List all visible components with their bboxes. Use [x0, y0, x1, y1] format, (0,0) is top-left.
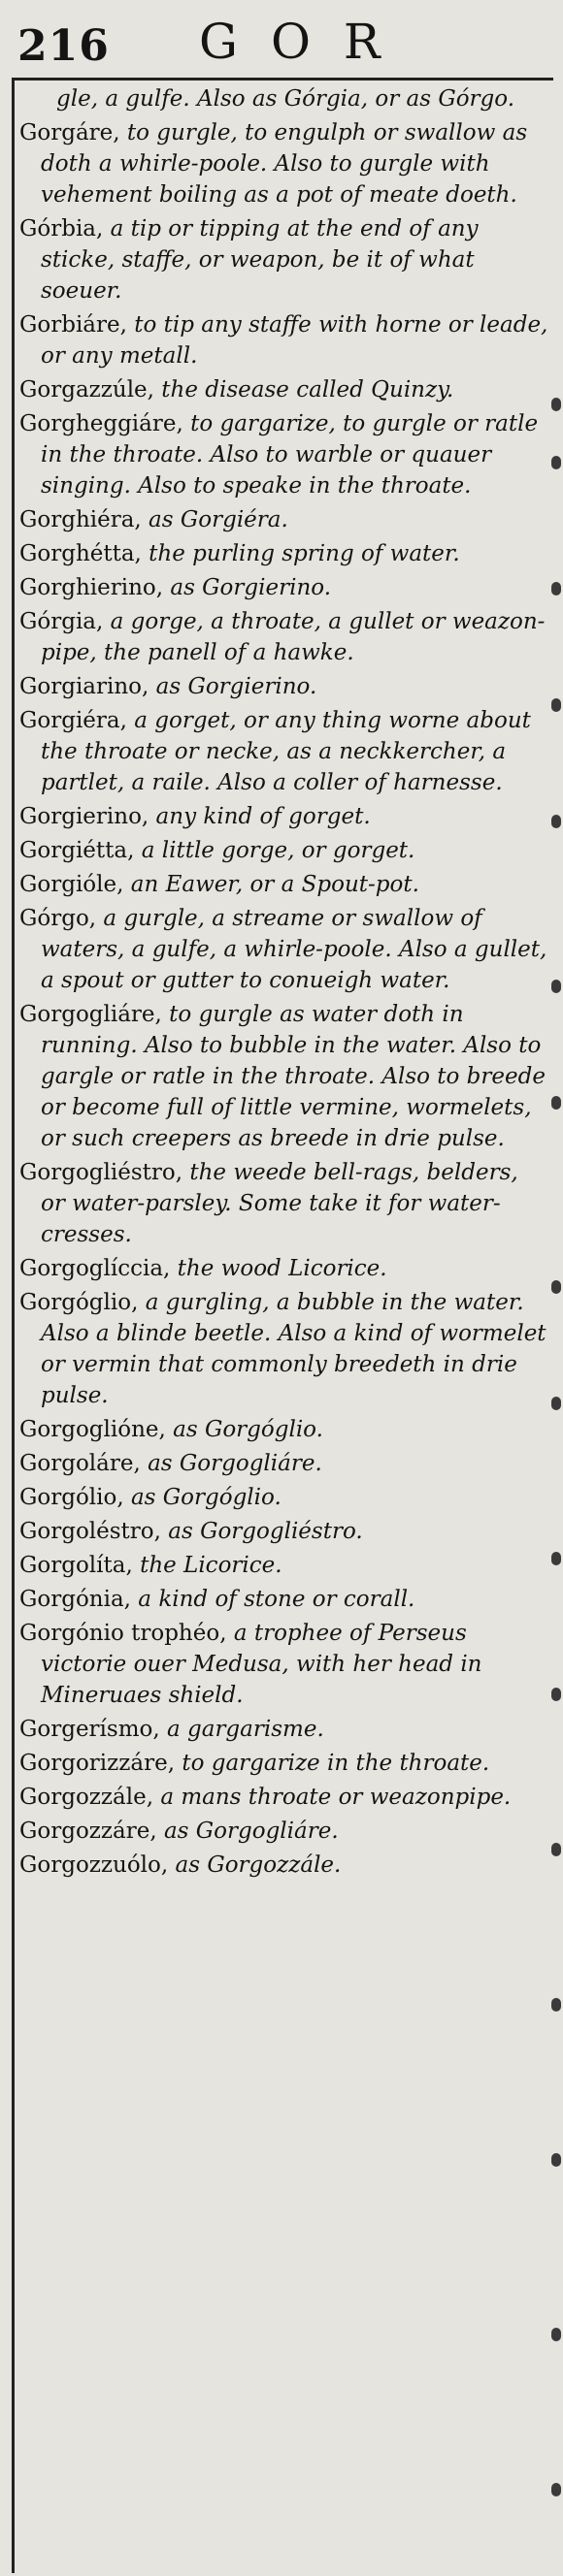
entry-headword: Górgo,: [19, 906, 97, 931]
dictionary-entries: [19, 83, 548, 1884]
dictionary-entry: [19, 903, 548, 996]
entry-headword: Gorghétta,: [19, 541, 142, 566]
dictionary-entry: [19, 835, 548, 866]
margin-speck: [551, 1552, 561, 1565]
entry-definition: as Gorgóglio.: [123, 1485, 282, 1510]
entry-definition: as Gorgierino.: [163, 575, 332, 600]
dictionary-entry: [19, 1816, 548, 1847]
entry-headword: Gorgólio,: [19, 1485, 124, 1510]
margin-speck: [551, 1688, 561, 1701]
entry-headword: Gorgorizzáre,: [19, 1751, 176, 1776]
entry-headword: Gorgerísmo,: [19, 1717, 160, 1742]
entry-headword: Gorgoglíccia,: [19, 1256, 171, 1281]
entry-headword: Gorgoléstro,: [19, 1519, 161, 1544]
entry-headword: Górbia,: [19, 216, 104, 242]
entry-headword: Gorghiéra,: [19, 507, 142, 532]
entry-definition: a trophee of Perseus victorie ouer Medusa, with her head in Mineruaes shield.: [41, 1621, 482, 1708]
entry-definition: the wood Licorice.: [170, 1256, 387, 1281]
margin-speck: [551, 2328, 561, 2341]
entry-definition: a tip or tipping at the end of any sticke, staffe, or weapon, be it of what soeuer.: [41, 216, 479, 304]
margin-speck: [551, 2153, 561, 2167]
dictionary-entry: [19, 538, 548, 569]
entry-headword: Gorgióle,: [19, 872, 124, 897]
dictionary-entry: [19, 1448, 548, 1479]
entry-definition: as Gorgogliáre.: [156, 1819, 339, 1844]
entry-definition: as Gorgierino.: [149, 674, 317, 699]
dictionary-entry: [19, 999, 548, 1154]
margin-speck: [551, 582, 561, 596]
entry-headword: Gorghierino,: [19, 575, 164, 600]
dictionary-entry: [19, 1516, 548, 1547]
entry-definition: a gorge, a throate, a gullet or weazon-pipe, the panell of a hawke.: [41, 609, 546, 665]
entry-headword: Gorgoláre,: [19, 1451, 141, 1476]
dictionary-entry: [19, 408, 548, 501]
dictionary-entry: [19, 1782, 548, 1813]
dictionary-entry: [19, 801, 548, 832]
page-header: [0, 0, 563, 74]
entry-headword: Gorgoglióne,: [19, 1417, 166, 1442]
dictionary-entry: [19, 1584, 548, 1615]
margin-speck: [551, 1843, 561, 1856]
dictionary-entry: [19, 1482, 548, 1513]
dictionary-entry: [19, 869, 548, 900]
margin-speck: [551, 980, 561, 993]
entry-definition: as Gorgóglio.: [165, 1417, 323, 1442]
entry-definition: a little gorge, or gorget.: [134, 838, 415, 863]
entry-headword: Gorgónio trophéo,: [19, 1621, 227, 1646]
entry-headword: Gorgozzále,: [19, 1785, 154, 1810]
entry-definition: gle, a gulfe. Also as Górgia, or as Górgo.: [56, 86, 515, 112]
dictionary-entry: [19, 1618, 548, 1711]
entry-definition: to gargarize in the throate.: [175, 1751, 490, 1776]
dictionary-entry: [19, 1850, 548, 1881]
entry-headword: Gorgóglio,: [19, 1290, 139, 1315]
entry-headword: Gorgierino,: [19, 804, 149, 829]
margin-speck: [551, 1397, 561, 1410]
dictionary-entry: [19, 671, 548, 702]
margin-speck: [551, 1096, 561, 1110]
entry-definition: an Eawer, or a Spout-pot.: [123, 872, 419, 897]
margin-speck: [551, 1280, 561, 1294]
entry-headword: Gorgiéra,: [19, 708, 127, 733]
entry-headword: Górgia,: [19, 609, 104, 634]
dictionary-entry: [19, 117, 548, 210]
margin-speck: [551, 815, 561, 828]
margin-speck: [551, 456, 561, 469]
entry-definition: the disease called Quinzy.: [153, 377, 454, 402]
entry-headword: Gorgiétta,: [19, 838, 135, 863]
dictionary-entry: [19, 213, 548, 306]
dictionary-entry: [19, 374, 548, 405]
entry-headword: Gorgazzúle,: [19, 377, 154, 402]
dictionary-entry: [19, 1550, 548, 1581]
dictionary-entry: [19, 1714, 548, 1745]
entry-definition: the weede bell-rags, belders, or water-parsley. Some take it for water-cresses.: [41, 1160, 518, 1247]
entry-headword: Gorgáre,: [19, 120, 120, 145]
dictionary-entry: [19, 1287, 548, 1411]
entry-definition: as Gorgiéra.: [141, 507, 288, 532]
entry-headword: Gorgheggiáre,: [19, 411, 183, 436]
entry-definition: to tip any staffe with horne or leade, or any metall.: [41, 312, 548, 369]
entry-headword: Gorgolíta,: [19, 1553, 133, 1578]
entry-headword: Gorgónia,: [19, 1587, 131, 1612]
margin-speck: [551, 698, 561, 712]
dictionary-entry: [19, 572, 548, 603]
entry-definition: to gurgle as water doth in running. Also to bubble in the water. Also to gargle or ratle in the throate. Also to breede or become full of little vermine, wormelets, or such creepers as breede in drie pulse.: [41, 1002, 546, 1151]
entry-definition: a kind of stone or corall.: [130, 1587, 415, 1612]
dictionary-entry: [19, 1748, 548, 1779]
entry-definition: as Gorgogliéstro.: [160, 1519, 363, 1544]
margin-speck: [551, 2483, 561, 2496]
page-number: 216: [17, 21, 110, 71]
entry-headword: Gorgozzuólo,: [19, 1852, 169, 1878]
dictionary-entry: [19, 83, 548, 114]
entry-definition: a gurgling, a bubble in the water. Also a blinde beetle. Also a kind of wormelet or vermin that commonly breedeth in drie pulse.: [41, 1290, 546, 1408]
entry-headword: Gorgogliéstro,: [19, 1160, 183, 1185]
dictionary-entry: [19, 705, 548, 798]
entry-definition: a gargarisme.: [159, 1717, 324, 1742]
entry-definition: a mans throate or weazonpipe.: [153, 1785, 512, 1810]
entry-headword: Gorbiáre,: [19, 312, 127, 338]
dictionary-entry: [19, 504, 548, 535]
entry-definition: a gurgle, a streame or swallow of waters, a gulfe, a whirle-poole. Also a gullet, a spout or gutter to conueigh water.: [41, 906, 547, 993]
entry-headword: Gorgogliáre,: [19, 1002, 162, 1027]
margin-speck: [551, 1998, 561, 2012]
entry-definition: as Gorgogliáre.: [140, 1451, 322, 1476]
dictionary-entry: [19, 1157, 548, 1250]
dictionary-entry: [19, 1253, 548, 1284]
dictionary-entry: [19, 1414, 548, 1445]
margin-speck: [551, 398, 561, 411]
entry-definition: the purling spring of water.: [141, 541, 460, 566]
entry-definition: a gorget, or any thing worne about the throate or necke, as a neckkercher, a partlet, a raile. Also a coller of harnesse.: [41, 708, 531, 795]
entry-headword: Gorgozzáre,: [19, 1819, 157, 1844]
running-head: GOR: [199, 14, 414, 70]
entry-definition: to gargarize, to gurgle or ratle in the throate. Also to warble or quauer singing. Also to speake in the throate.: [41, 411, 539, 499]
dictionary-entry: [19, 309, 548, 371]
entry-definition: any kind of gorget.: [149, 804, 371, 829]
dictionary-entry: [19, 606, 548, 668]
entry-definition: as Gorgozzále.: [168, 1852, 342, 1878]
entry-definition: to gurgle, to engulph or swallow as doth a whirle-poole. Also to gurgle with vehement boiling as a pot of meate doeth.: [41, 120, 528, 208]
entry-headword: Gorgiarino,: [19, 674, 149, 699]
entry-definition: the Licorice.: [132, 1553, 282, 1578]
